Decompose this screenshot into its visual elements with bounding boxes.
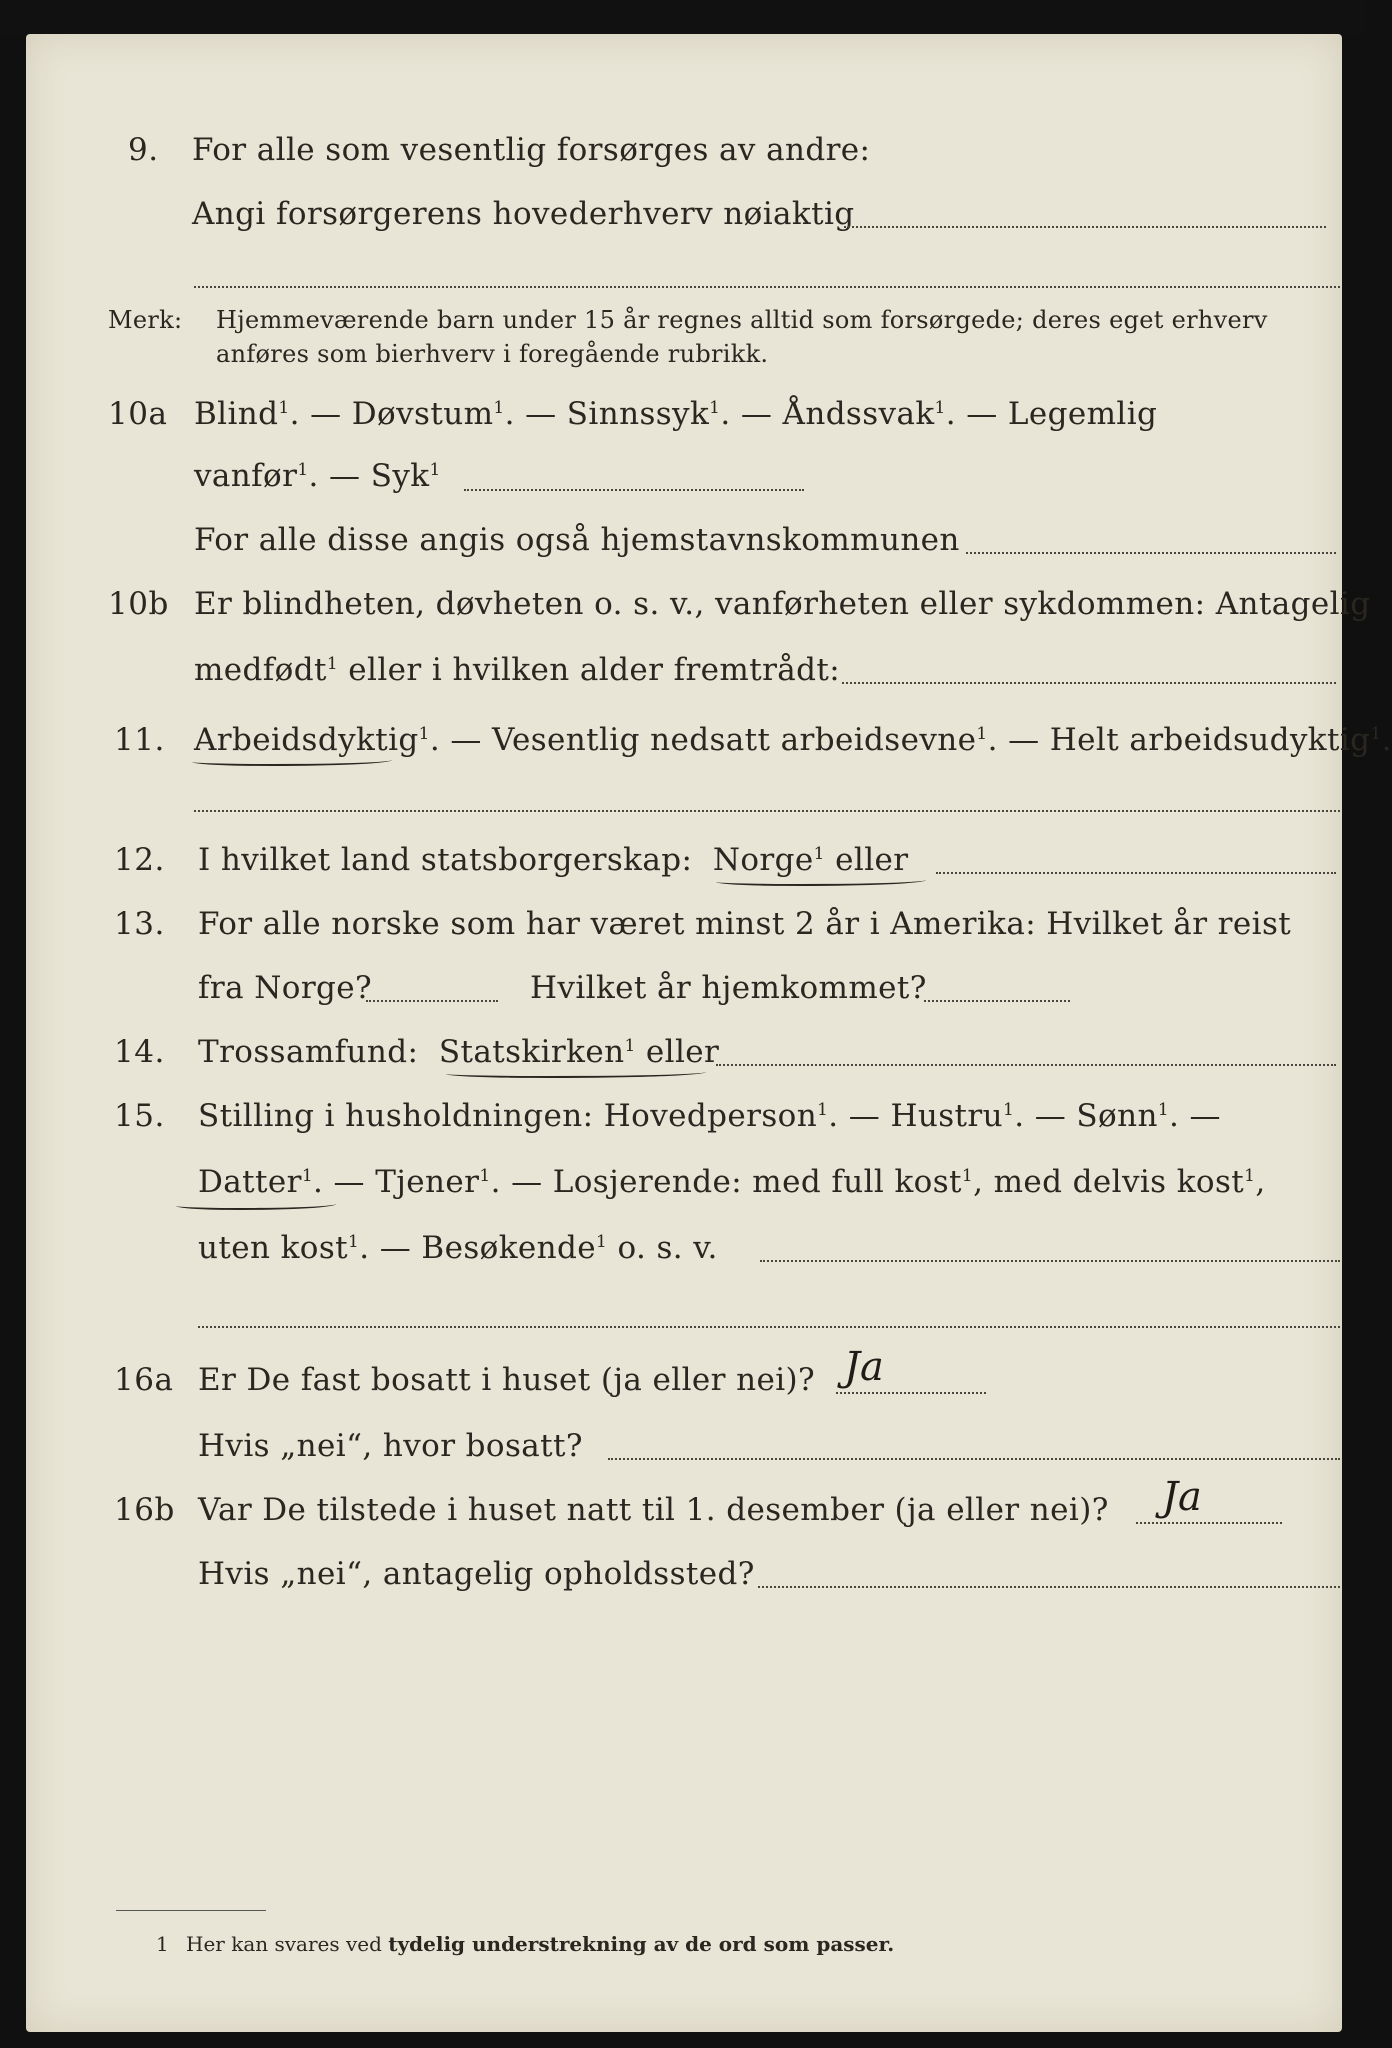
footnote-text: Her kan svares ved tydelig understrekning av de ord som passer.: [186, 1932, 895, 1956]
q13-line2a: fra Norge?: [198, 970, 373, 1006]
q9-line1: For alle som vesentlig forsørges av andre:: [192, 132, 871, 168]
census-form-page: [26, 34, 1392, 2032]
q9-answer-line[interactable]: [844, 226, 1326, 228]
q16a-line1: Er De fast bosatt i huset (ja eller nei)?: [198, 1362, 816, 1398]
q13-line2b: Hvilket år hjemkommet?: [530, 970, 927, 1006]
q13-number: 13.: [114, 906, 165, 942]
merk-line2: anføres som bierhverv i foregående rubrikk.: [216, 340, 769, 368]
q10a-hjemstavn-answer-line[interactable]: [966, 552, 1336, 554]
q13-reist-answer-line[interactable]: [366, 1000, 498, 1002]
q11-number: 11.: [114, 722, 165, 758]
q16a-handwritten-answer: Ja: [844, 1344, 884, 1390]
q10a-line3: For alle disse angis også hjemstavnskommunen: [194, 522, 960, 558]
q16a-number: 16a: [114, 1362, 174, 1398]
footnote-rule: [116, 1910, 266, 1911]
q16b-line1: Var De tilstede i huset natt til 1. desember (ja eller nei)?: [198, 1492, 1109, 1528]
q12-number: 12.: [114, 842, 165, 878]
q16a-bosatt-answer-line[interactable]: [608, 1458, 1340, 1460]
q12-answer-line[interactable]: [936, 872, 1336, 874]
q16b-opholdssted-answer-line[interactable]: [758, 1586, 1340, 1588]
q13-line1: For alle norske som har været minst 2 år i Amerika: Hvilket år reist: [198, 906, 1292, 942]
q14-number: 14.: [114, 1034, 165, 1070]
q16b-handwritten-answer: Ja: [1162, 1474, 1202, 1520]
q16a-answer-line[interactable]: [836, 1392, 986, 1394]
q15-answer-line[interactable]: [760, 1260, 1340, 1262]
q10b-number: 10b: [108, 586, 169, 622]
q11-handwritten-underline: [192, 756, 392, 766]
q11-line: Arbeidsdyktig$^1$. — Vesentlig nedsatt arbeidsevne$^1$. — Helt arbeidsudyktig$^1$.: [194, 722, 1392, 758]
q10a-number: 10a: [108, 396, 168, 432]
q14-line: Trossamfund: Statskirken$^1$ eller: [198, 1034, 720, 1070]
merk-line1: Hjemmeværende barn under 15 år regnes alltid som forsørgede; deres eget erhverv: [216, 306, 1268, 334]
q9-number: 9.: [128, 132, 159, 168]
q9-answer-line-2[interactable]: [194, 286, 1340, 288]
q10a-line1: Blind$^1$. — Døvstum$^1$. — Sinnssyk$^1$. — Åndssvak$^1$. — Legemlig: [194, 396, 1158, 432]
q10b-answer-line[interactable]: [842, 682, 1336, 684]
q16b-number: 16b: [114, 1492, 175, 1528]
q12-line: I hvilket land statsborgerskap: Norge$^1$ eller: [198, 842, 909, 878]
q15-number: 15.: [114, 1098, 165, 1134]
q16a-line2: Hvis „nei“, hvor bosatt?: [198, 1428, 583, 1464]
q14-answer-line[interactable]: [716, 1064, 1336, 1066]
q15-line2: Datter$^1$. — Tjener$^1$. — Losjerende: med full kost$^1$, med delvis kost$^1$,: [198, 1164, 1266, 1200]
merk-label: Merk:: [108, 306, 183, 334]
q15-answer-line-2[interactable]: [198, 1326, 1340, 1328]
q10b-line2: medfødt$^1$ eller i hvilken alder fremtrådt:: [194, 652, 841, 688]
q15-handwritten-underline: [176, 1200, 336, 1210]
q15-line1: Stilling i husholdningen: Hovedperson$^1$. — Hustru$^1$. — Sønn$^1$. —: [198, 1098, 1221, 1134]
q11-answer-line[interactable]: [194, 810, 1340, 812]
q10a-line2: vanfør$^1$. — Syk$^1$: [194, 458, 441, 494]
scan-top-edge: [0, 0, 1366, 34]
q16b-line2: Hvis „nei“, antagelig opholdssted?: [198, 1556, 755, 1592]
q13-hjemkommet-answer-line[interactable]: [924, 1000, 1070, 1002]
footnote-mark: 1: [156, 1932, 169, 1956]
q14-handwritten-underline: [446, 1068, 706, 1078]
q12-handwritten-underline: [716, 876, 926, 886]
q16b-answer-line[interactable]: [1136, 1522, 1282, 1524]
q15-line3: uten kost$^1$. — Besøkende$^1$ o. s. v.: [198, 1230, 718, 1266]
q10b-line1: Er blindheten, døvheten o. s. v., vanførheten eller sykdommen: Antagelig: [194, 586, 1371, 622]
q9-line2: Angi forsørgerens hovederhverv nøiaktig: [192, 196, 855, 232]
q10a-syk-answer-line[interactable]: [464, 489, 804, 491]
